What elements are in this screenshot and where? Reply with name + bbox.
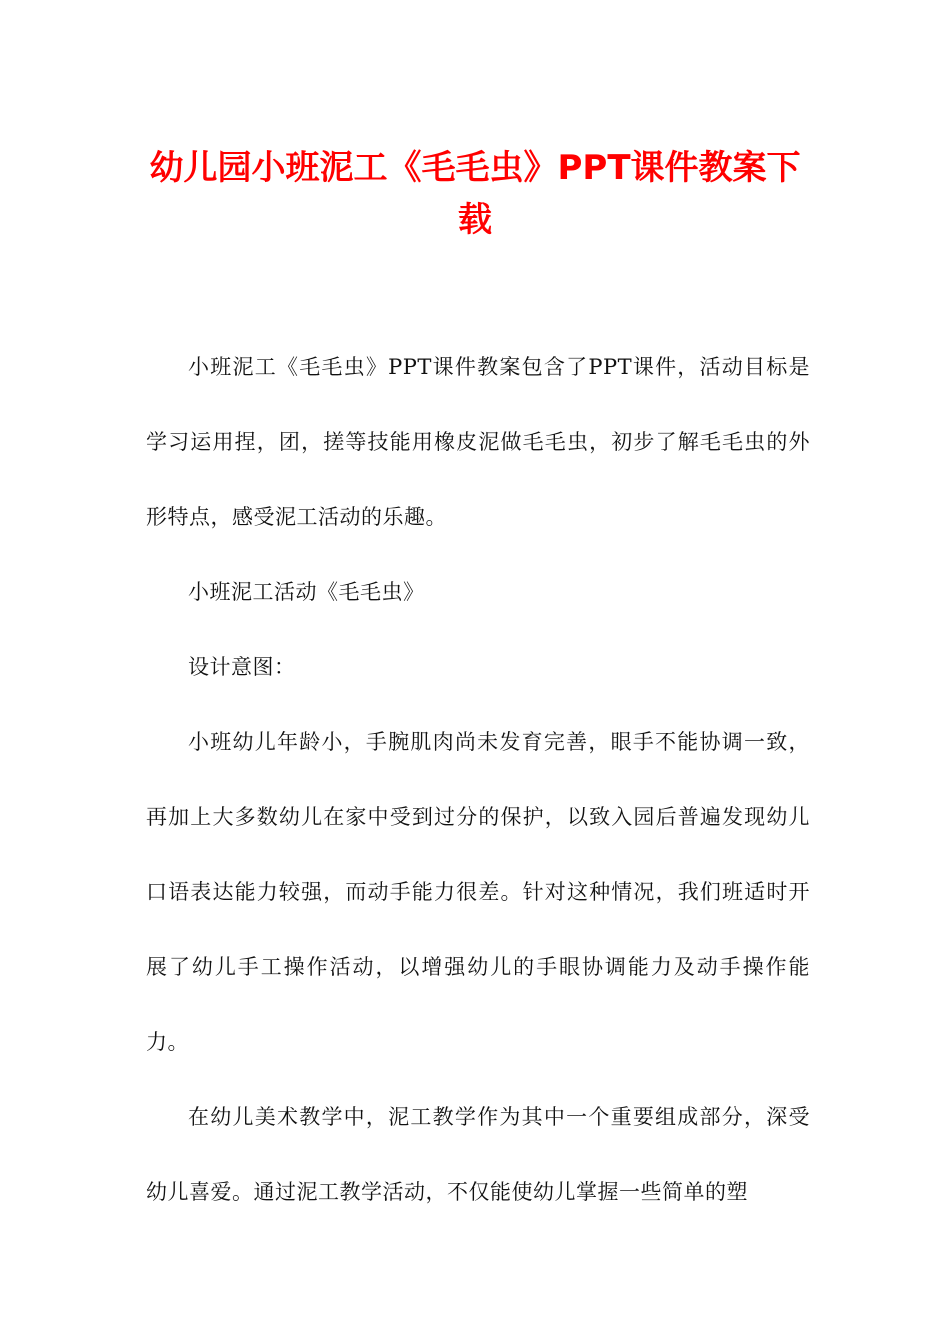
- paragraph-design-intent-heading: 设计意图：: [188, 655, 296, 679]
- paragraph-design-intent: 小班幼儿年龄小，手腕肌肉尚未发育完善，眼手不能协调一致，再加上大多数幼儿在家中受到过分的保护，以致入园后普遍发现幼儿口语表达能力较强，而动手能力很差。针对这种情况，我们班适时开展了幼儿手工操作活动，以增强幼儿的手眼协调能力及动手操作能力。: [146, 730, 810, 1054]
- document-body: [146, 330, 810, 1230]
- paragraph-intro: 小班泥工《毛毛虫》PPT课件教案包含了PPT课件，活动目标是学习运用捏，团，搓等技能用橡皮泥做毛毛虫，初步了解毛毛虫的外形特点，感受泥工活动的乐趣。: [146, 355, 810, 529]
- paragraph-clay-teaching: 在幼儿美术教学中，泥工教学作为其中一个重要组成部分，深受幼儿喜爱。通过泥工教学活动，不仅能使幼儿掌握一些简单的塑: [146, 1105, 810, 1204]
- document-title: 幼儿园小班泥工《毛毛虫》PPT课件教案下载: [149, 148, 801, 240]
- paragraph-activity-name: 小班泥工活动《毛毛虫》: [188, 580, 425, 604]
